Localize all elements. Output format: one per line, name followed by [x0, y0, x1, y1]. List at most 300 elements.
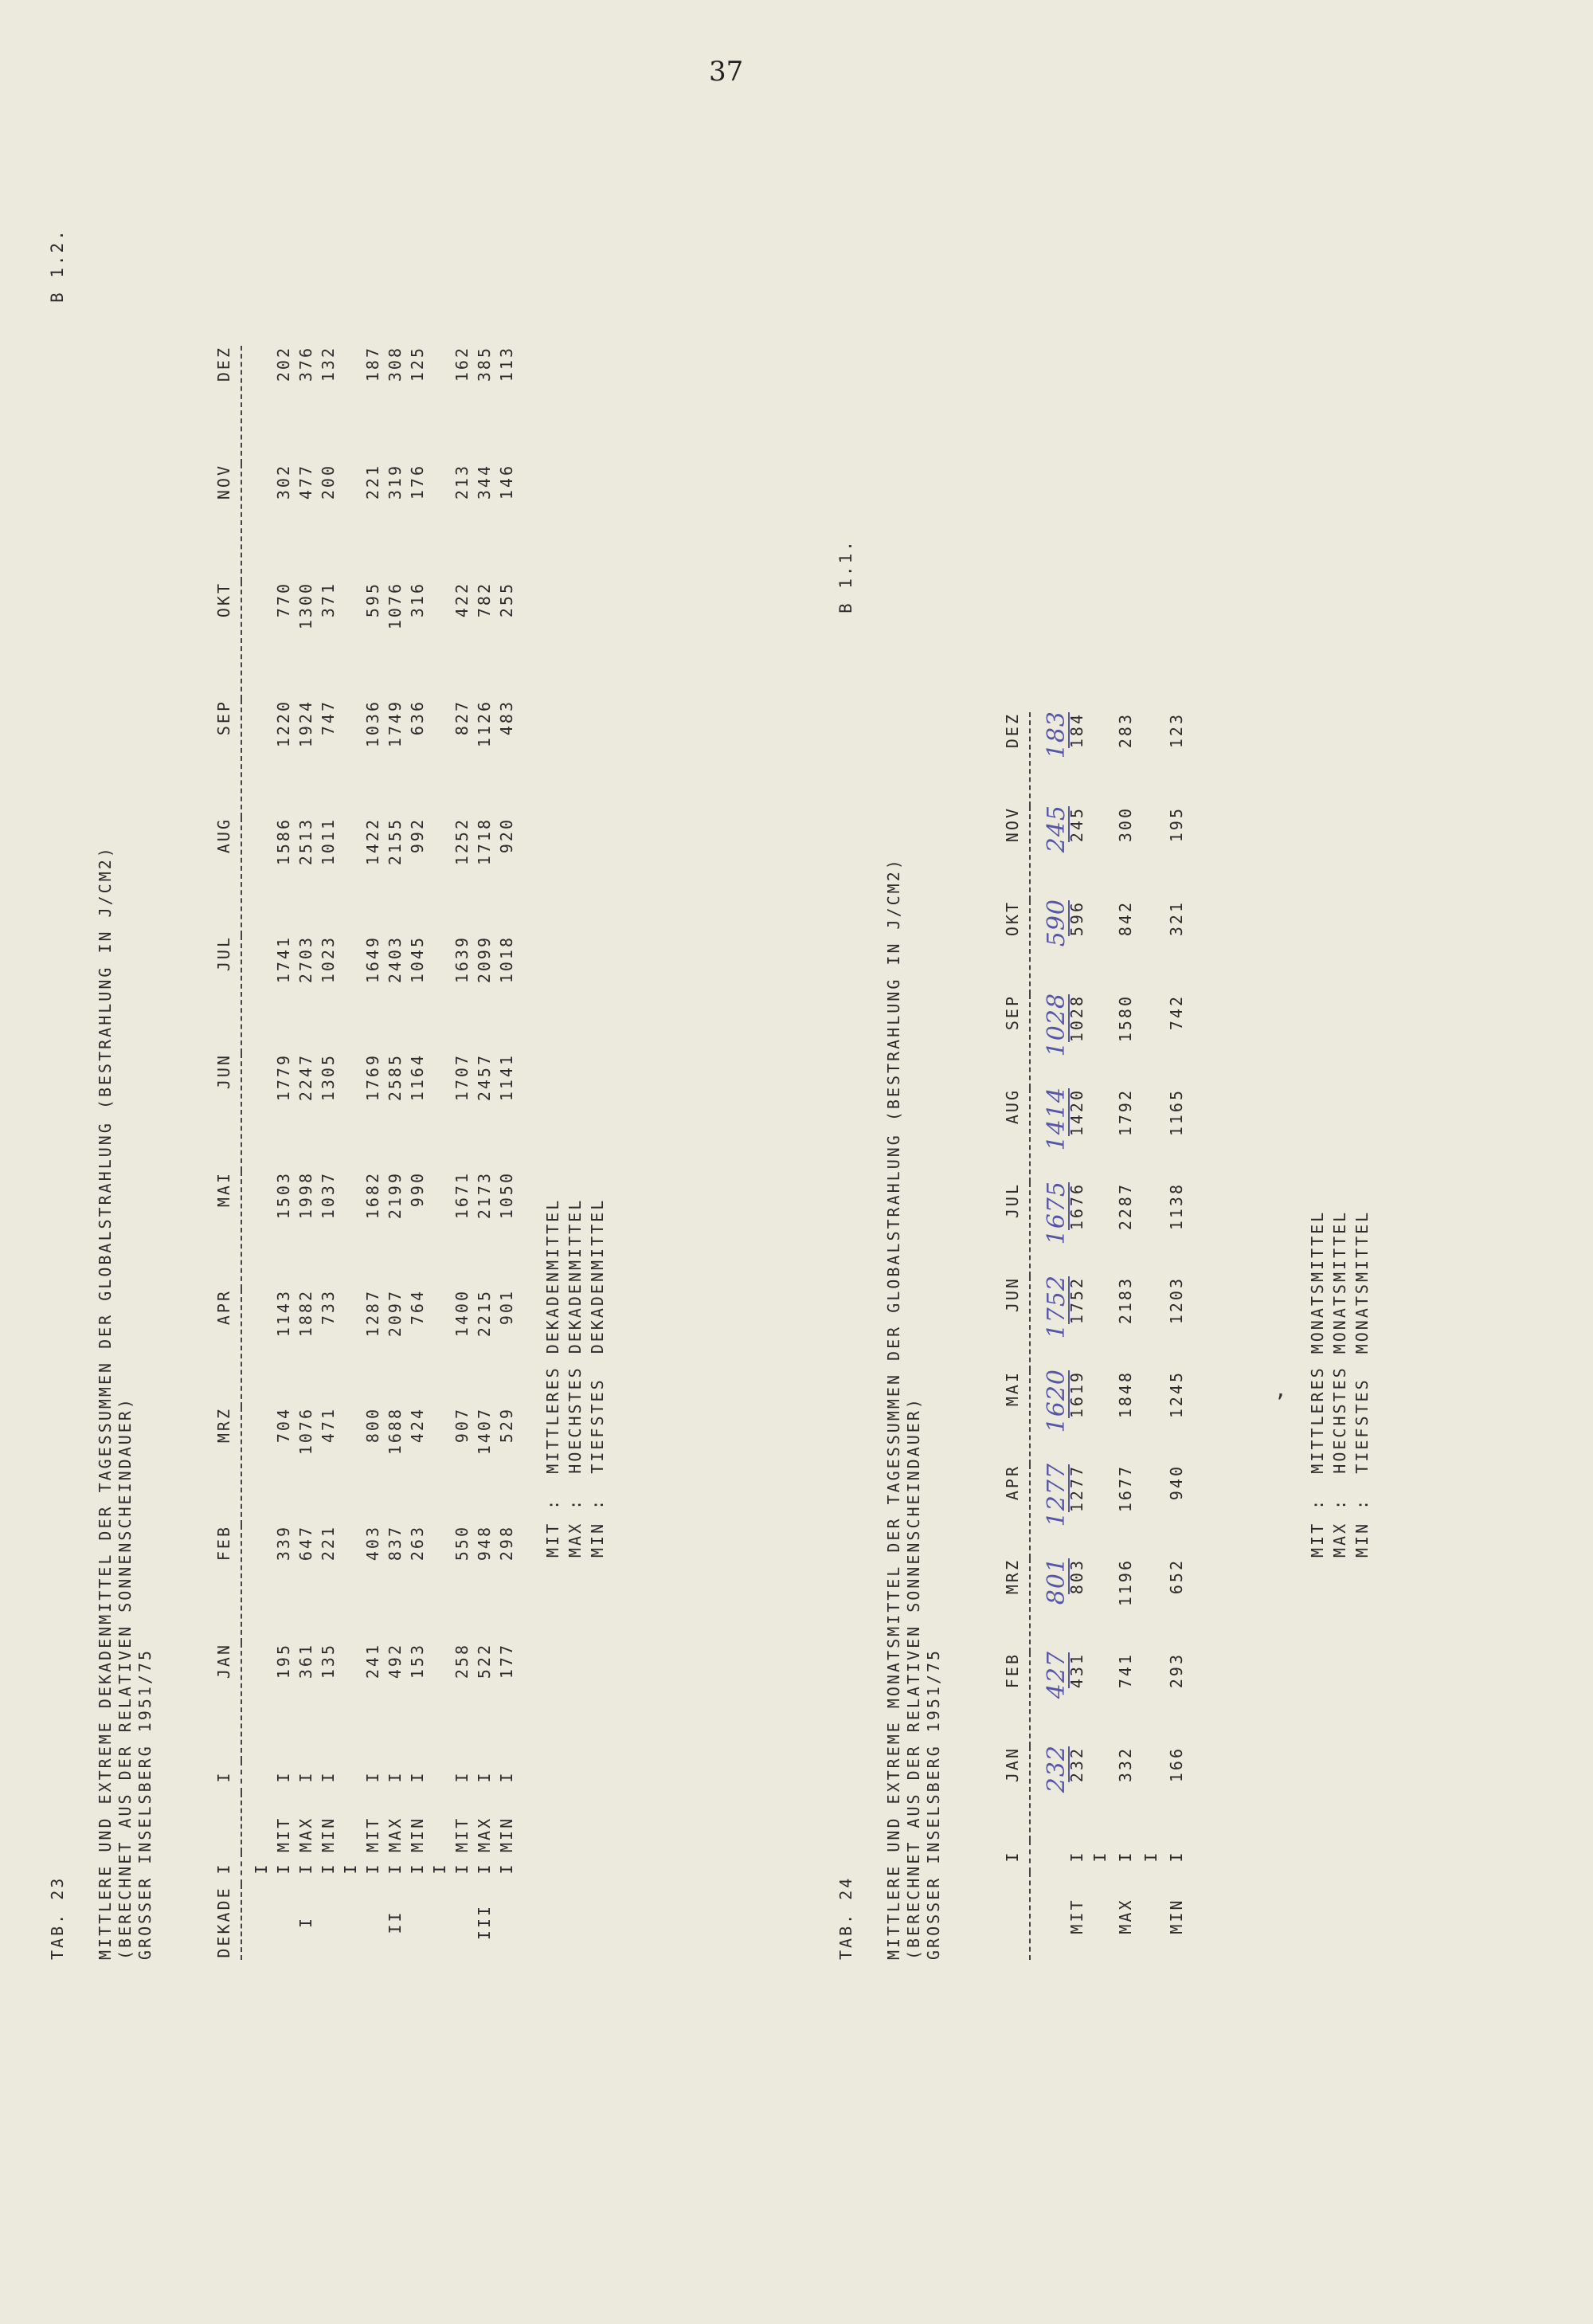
value-cell: 361 [296, 1643, 315, 1679]
value-cell: 146 [497, 464, 516, 500]
decade-label [451, 1884, 473, 1960]
table-23-title [96, 845, 155, 1960]
value-cell: 1011 [319, 817, 338, 866]
value-cell: 1769 [363, 1053, 382, 1102]
value-cell [1039, 1558, 1086, 1652]
value-cell: 901 [497, 1289, 516, 1326]
row-type-label: MIN [497, 1816, 516, 1852]
value-cell: 1792 [1116, 1088, 1135, 1137]
value-cell: 1639 [452, 935, 472, 984]
table-row [295, 346, 317, 1960]
value-cell: 2703 [296, 935, 315, 984]
value-cell [1039, 1182, 1086, 1276]
row-type-label: MIN [1167, 1898, 1186, 1934]
value-cell: 187 [363, 346, 382, 382]
value-cell: 221 [319, 1525, 338, 1562]
col-separator: I [1116, 1850, 1135, 1863]
col-separator: I [1090, 1850, 1110, 1863]
col-header-month: APR [1003, 1464, 1022, 1501]
value-cell: 1143 [274, 1289, 293, 1338]
struck-value: 596 [1067, 900, 1086, 937]
stray-mark: , [1274, 1378, 1287, 1402]
legend-line: MAX : HOECHSTES DEKADENMITTEL [566, 1197, 585, 1558]
handwritten-correction: 245 [1043, 805, 1070, 853]
value-cell: 1220 [274, 700, 293, 748]
col-header-month: NOV [1003, 806, 1022, 843]
decade-label [406, 1884, 429, 1960]
value-cell: 1924 [296, 700, 315, 748]
table-row [317, 346, 339, 1960]
col-header-month: AUG [214, 817, 233, 854]
value-cell: 704 [274, 1407, 293, 1444]
col-header-month: JUL [214, 935, 233, 972]
struck-value: 1277 [1067, 1464, 1086, 1513]
col-header-month: FEB [214, 1525, 233, 1562]
value-cell: 2585 [386, 1053, 405, 1102]
col-separator: I [408, 1862, 427, 1875]
handwritten-correction: 183 [1043, 711, 1070, 759]
value-cell: 166 [1167, 1746, 1186, 1783]
value-cell: 1138 [1167, 1182, 1186, 1231]
col-header-month: MRZ [214, 1407, 233, 1444]
value-cell: 940 [1167, 1464, 1186, 1501]
decade-label: II [386, 1910, 405, 1934]
value-cell: 1245 [1167, 1370, 1186, 1419]
col-separator: I [1003, 1850, 1022, 1863]
table-24-label: TAB. 24 [836, 1875, 855, 1960]
value-cell: 258 [452, 1643, 472, 1679]
row-type-label: MIT [452, 1816, 472, 1852]
value-cell [1039, 712, 1086, 806]
value-cell: 371 [319, 582, 338, 618]
spacer-row [429, 346, 451, 1960]
dashed-rule [241, 346, 250, 1960]
value-cell: 319 [386, 464, 405, 500]
value-cell: 907 [452, 1407, 472, 1444]
value-cell: 1252 [452, 817, 472, 866]
value-cell: 424 [408, 1407, 427, 1444]
value-cell: 2183 [1116, 1276, 1135, 1325]
table-24-legend [1306, 1210, 1373, 1558]
table-row [362, 346, 384, 1960]
decade-label [495, 1884, 518, 1960]
value-cell: 2097 [386, 1289, 405, 1338]
value-cell [1039, 1464, 1086, 1558]
value-cell: 770 [274, 582, 293, 618]
value-cell [1039, 1088, 1086, 1182]
table-row [473, 346, 495, 1960]
value-cell: 1682 [363, 1171, 382, 1220]
col-header-month: MAI [1003, 1370, 1022, 1407]
col-separator: I [408, 1770, 427, 1783]
value-cell: 1126 [475, 700, 494, 748]
spacer-cell [1086, 712, 1114, 1840]
row-type-label: MIT [1067, 1898, 1086, 1934]
col-separator: I [430, 1862, 449, 1875]
title-line: (BERECHNET AUS DER RELATIVEN SONNENSCHEINDAUER) [904, 1397, 923, 1960]
header-row [207, 346, 241, 1960]
col-separator: I [386, 1770, 405, 1783]
table-row [1114, 712, 1137, 1960]
col-separator: I [452, 1770, 472, 1783]
table-row [1039, 712, 1086, 1960]
value-cell: 125 [408, 346, 427, 382]
handwritten-correction: 1414 [1043, 1087, 1070, 1151]
value-cell: 842 [1116, 900, 1135, 937]
col-header-month: SEP [1003, 994, 1022, 1031]
spacer-cell [1137, 712, 1164, 1840]
col-header-month: DEZ [1003, 712, 1022, 749]
value-cell: 827 [452, 700, 472, 736]
value-cell: 195 [274, 1643, 293, 1679]
dashed-rule [1030, 712, 1039, 1960]
col-header-type [996, 1872, 1030, 1960]
value-cell: 113 [497, 346, 516, 382]
col-separator: I [214, 1770, 233, 1783]
value-cell: 302 [274, 464, 293, 500]
value-cell: 1045 [408, 935, 427, 984]
value-cell [1039, 900, 1086, 994]
value-cell: 2247 [296, 1053, 315, 1102]
value-cell: 1300 [296, 582, 315, 630]
value-cell: 300 [1116, 806, 1135, 843]
spacer-row [1086, 712, 1114, 1960]
value-cell: 339 [274, 1525, 293, 1562]
value-cell: 1165 [1167, 1088, 1186, 1137]
col-separator: I [296, 1862, 315, 1875]
legend-line: MIN : TIEFSTES MONATSMITTEL [1352, 1209, 1372, 1558]
value-cell: 293 [1167, 1652, 1186, 1689]
col-separator: I [475, 1862, 494, 1875]
col-separator: I [1141, 1850, 1161, 1863]
value-cell: 1287 [363, 1289, 382, 1338]
value-cell: 477 [296, 464, 315, 500]
row-type-label: MIT [274, 1816, 293, 1852]
value-cell: 1422 [363, 817, 382, 866]
table-24-ref: B 1.1. [836, 539, 855, 613]
value-cell: 1037 [319, 1171, 338, 1220]
value-cell: 800 [363, 1407, 382, 1444]
col-header-month: NOV [214, 464, 233, 500]
value-cell: 195 [1167, 806, 1186, 843]
table-23-body [250, 346, 518, 1960]
value-cell: 200 [319, 464, 338, 500]
handwritten-correction: 1620 [1043, 1369, 1070, 1433]
value-cell: 1718 [475, 817, 494, 866]
value-cell: 1677 [1116, 1464, 1135, 1513]
value-cell: 344 [475, 464, 494, 500]
value-cell: 298 [497, 1525, 516, 1562]
value-cell: 1164 [408, 1053, 427, 1102]
value-cell: 2155 [386, 817, 405, 866]
struck-value: 1676 [1067, 1182, 1086, 1231]
decade-label: III [475, 1903, 494, 1941]
handwritten-correction: 1752 [1043, 1275, 1070, 1339]
value-cell: 153 [408, 1643, 427, 1679]
col-separator: I [296, 1770, 315, 1783]
value-cell: 1141 [497, 1053, 516, 1102]
value-cell: 782 [475, 582, 494, 618]
col-separator: I [1067, 1850, 1086, 1863]
value-cell: 1586 [274, 817, 293, 866]
table-row [451, 346, 473, 1960]
decade-label [272, 1884, 295, 1960]
col-separator: I [274, 1862, 293, 1875]
title-line: MITTLERE UND EXTREME DEKADENMITTEL DER TAGESSUMMEN DER GLOBALSTRAHLUNG (BESTRAHLUNG IN J/CM2) [96, 845, 115, 1960]
value-cell: 529 [497, 1407, 516, 1444]
title-line: (BERECHNET AUS DER RELATIVEN SONNENSCHEINDAUER) [115, 1397, 135, 1960]
spacer-cell [429, 1884, 451, 1960]
col-header-month: JAN [1003, 1746, 1022, 1783]
value-cell: 1305 [319, 1053, 338, 1102]
page-number: 37 [709, 56, 744, 88]
col-separator: I [497, 1862, 516, 1875]
table-row [1164, 712, 1188, 1960]
handwritten-correction: 1028 [1043, 993, 1070, 1057]
value-cell: 948 [475, 1525, 494, 1562]
table-23-ref: B 1.2. [48, 228, 67, 303]
value-cell: 2287 [1116, 1182, 1135, 1231]
col-header-month: JUN [214, 1053, 233, 1090]
spacer-cell [339, 1884, 362, 1960]
table-24-title [884, 857, 944, 1960]
table-24-grid [996, 712, 1188, 1960]
value-cell: 1023 [319, 935, 338, 984]
value-cell: 1741 [274, 935, 293, 984]
value-cell: 316 [408, 582, 427, 618]
spacer-row [1137, 712, 1164, 1960]
value-cell: 733 [319, 1289, 338, 1326]
struck-value: 1752 [1067, 1276, 1086, 1325]
value-cell [1039, 1370, 1086, 1464]
value-cell: 135 [319, 1643, 338, 1679]
decade-label [362, 1884, 384, 1960]
value-cell: 241 [363, 1643, 382, 1679]
col-separator: I [386, 1862, 405, 1875]
table-23-grid [207, 346, 518, 1960]
value-cell: 221 [363, 464, 382, 500]
value-cell: 747 [319, 700, 338, 736]
spacer-cell [250, 1884, 272, 1960]
value-cell: 1749 [386, 700, 405, 748]
col-separator: I [341, 1862, 360, 1875]
col-header-month: JUL [1003, 1182, 1022, 1219]
value-cell: 1707 [452, 1053, 472, 1102]
value-cell: 332 [1116, 1746, 1135, 1783]
col-header-type [207, 1793, 241, 1852]
value-cell: 1998 [296, 1171, 315, 1220]
value-cell: 1400 [452, 1289, 472, 1338]
value-cell: 385 [475, 346, 494, 382]
value-cell: 1076 [296, 1407, 315, 1456]
row-type-label: MAX [475, 1816, 494, 1852]
col-separator: I [363, 1862, 382, 1875]
struck-value: 245 [1067, 806, 1086, 843]
col-header-month: JAN [214, 1643, 233, 1679]
col-header-month: DEZ [214, 346, 233, 382]
struck-value: 1028 [1067, 994, 1086, 1043]
value-cell: 1779 [274, 1053, 293, 1102]
row-type-label: MAX [296, 1816, 315, 1852]
col-separator: I [319, 1770, 338, 1783]
col-separator: I [497, 1770, 516, 1783]
value-cell: 1671 [452, 1171, 472, 1220]
value-cell: 636 [408, 700, 427, 736]
legend-line: MIT : MITTLERES MONATSMITTEL [1308, 1209, 1327, 1558]
value-cell: 176 [408, 464, 427, 500]
struck-value: 1619 [1067, 1370, 1086, 1419]
col-header-month: JUN [1003, 1276, 1022, 1313]
decade-label [317, 1884, 339, 1960]
value-cell: 550 [452, 1525, 472, 1562]
value-cell: 742 [1167, 994, 1186, 1031]
struck-value: 184 [1067, 712, 1086, 749]
value-cell: 741 [1116, 1652, 1135, 1689]
table-23-label: TAB. 23 [48, 1875, 67, 1960]
value-cell: 376 [296, 346, 315, 382]
col-header-month: OKT [214, 582, 233, 618]
col-header-month: MAI [214, 1171, 233, 1208]
handwritten-correction: 427 [1043, 1651, 1070, 1699]
value-cell [1039, 994, 1086, 1088]
spacer-cell [250, 346, 272, 1852]
value-cell: 2513 [296, 817, 315, 866]
value-cell: 2403 [386, 935, 405, 984]
handwritten-correction: 590 [1043, 899, 1070, 947]
value-cell: 1407 [475, 1407, 494, 1456]
value-cell: 308 [386, 346, 405, 382]
legend-line: MIT : MITTLERES DEKADENMITTEL [543, 1197, 562, 1558]
value-cell: 1882 [296, 1289, 315, 1338]
value-cell: 2215 [475, 1289, 494, 1338]
legend-line: MIN : TIEFSTES DEKADENMITTEL [588, 1197, 607, 1558]
value-cell: 522 [475, 1643, 494, 1679]
table-row [384, 346, 406, 1960]
legend-line: MAX : HOECHSTES MONATSMITTEL [1330, 1209, 1349, 1558]
title-line: GROSSER INSELSBERG 1951/75 [135, 1648, 155, 1960]
value-cell [1039, 1276, 1086, 1370]
table-row [272, 346, 295, 1960]
row-type-label: MIT [363, 1816, 382, 1852]
value-cell: 1076 [386, 582, 405, 630]
value-cell: 177 [497, 1643, 516, 1679]
value-cell [1039, 806, 1086, 900]
value-cell: 652 [1167, 1558, 1186, 1595]
decade-label: I [296, 1915, 315, 1929]
spacer-row [250, 346, 272, 1960]
value-cell: 992 [408, 817, 427, 854]
struck-value: 232 [1067, 1746, 1086, 1783]
value-cell: 1649 [363, 935, 382, 984]
row-type-label: MAX [1116, 1898, 1135, 1934]
value-cell: 162 [452, 346, 472, 382]
value-cell: 283 [1116, 712, 1135, 749]
value-cell: 1203 [1167, 1276, 1186, 1325]
value-cell: 1050 [497, 1171, 516, 1220]
spacer-cell [429, 346, 451, 1852]
value-cell: 920 [497, 817, 516, 854]
col-separator: I [452, 1862, 472, 1875]
table-23-legend [542, 1198, 609, 1558]
col-header-month: OKT [1003, 900, 1022, 937]
value-cell: 2457 [475, 1053, 494, 1102]
col-header-month: MRZ [1003, 1558, 1022, 1595]
spacer-cell [339, 346, 362, 1852]
value-cell: 321 [1167, 900, 1186, 937]
col-header-month: APR [214, 1289, 233, 1326]
value-cell: 422 [452, 582, 472, 618]
value-cell: 1688 [386, 1407, 405, 1456]
col-header-month: FEB [1003, 1652, 1022, 1689]
value-cell: 990 [408, 1171, 427, 1208]
col-header-dekade: DEKADE [214, 1886, 233, 1958]
value-cell [1039, 1652, 1086, 1746]
value-cell: 202 [274, 346, 293, 382]
spacer-cell [1137, 1872, 1164, 1960]
handwritten-correction: 1277 [1043, 1463, 1070, 1527]
table-row [495, 346, 518, 1960]
value-cell: 764 [408, 1289, 427, 1326]
value-cell [1039, 1746, 1086, 1840]
value-cell: 471 [319, 1407, 338, 1444]
col-separator: I [319, 1862, 338, 1875]
value-cell: 2099 [475, 935, 494, 984]
col-separator: I [252, 1862, 271, 1875]
handwritten-correction: 232 [1043, 1745, 1070, 1793]
value-cell: 1196 [1116, 1558, 1135, 1607]
header-row [996, 712, 1030, 1960]
value-cell: 837 [386, 1525, 405, 1562]
value-cell: 123 [1167, 712, 1186, 749]
col-separator: I [475, 1770, 494, 1783]
col-separator: I [274, 1770, 293, 1783]
value-cell: 1503 [274, 1171, 293, 1220]
value-cell: 2173 [475, 1171, 494, 1220]
spacer-row [339, 346, 362, 1960]
value-cell: 255 [497, 582, 516, 618]
col-separator: I [363, 1770, 382, 1783]
struck-value: 1420 [1067, 1088, 1086, 1137]
handwritten-correction: 1675 [1043, 1181, 1070, 1245]
value-cell: 1848 [1116, 1370, 1135, 1419]
value-cell: 1036 [363, 700, 382, 748]
value-cell: 483 [497, 700, 516, 736]
handwritten-correction: 801 [1043, 1557, 1070, 1605]
value-cell: 132 [319, 346, 338, 382]
table-24-body [1039, 712, 1188, 1960]
col-separator: I [1167, 1850, 1186, 1863]
value-cell: 647 [296, 1525, 315, 1562]
col-separator: I [214, 1862, 233, 1875]
struck-value: 431 [1067, 1652, 1086, 1689]
col-header-month: AUG [1003, 1088, 1022, 1125]
row-type-label: MIN [319, 1816, 338, 1852]
value-cell: 492 [386, 1643, 405, 1679]
title-line: GROSSER INSELSBERG 1951/75 [924, 1648, 943, 1960]
value-cell: 1580 [1116, 994, 1135, 1043]
value-cell: 213 [452, 464, 472, 500]
value-cell: 263 [408, 1525, 427, 1562]
spacer-cell [1086, 1872, 1114, 1960]
title-line: MITTLERE UND EXTREME MONATSMITTEL DER TAGESSUMMEN DER GLOBALSTRAHLUNG (BESTRAHLUNG IN J/CM2) [884, 857, 903, 1960]
struck-value: 803 [1067, 1558, 1086, 1595]
value-cell: 2199 [386, 1171, 405, 1220]
value-cell: 403 [363, 1525, 382, 1562]
row-type-label: MAX [386, 1816, 405, 1852]
value-cell: 1018 [497, 935, 516, 984]
value-cell: 595 [363, 582, 382, 618]
table-row [406, 346, 429, 1960]
